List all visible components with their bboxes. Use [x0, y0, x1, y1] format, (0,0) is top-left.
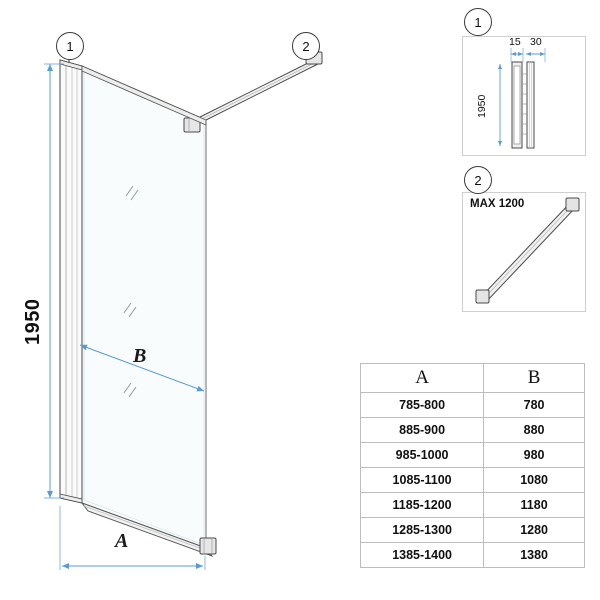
table-cell-a: 785-800	[361, 393, 484, 418]
table-cell-a: 1285-1300	[361, 518, 484, 543]
table-cell-b: 1080	[484, 468, 585, 493]
table-row	[361, 418, 585, 443]
table-cell-b: 880	[484, 418, 585, 443]
glass-dimension-label-b: B	[133, 345, 147, 367]
detail-2-badge-label: 2	[474, 172, 482, 188]
table-cell-b: 1380	[484, 543, 585, 568]
table-cell-b: 780	[484, 393, 585, 418]
table-row	[361, 468, 585, 493]
table-header-b: B	[484, 364, 585, 393]
table-cell-b: 1180	[484, 493, 585, 518]
detail-1-dim-15: 15	[509, 36, 521, 48]
table-header-a: A	[361, 364, 484, 393]
table-cell-a: 885-900	[361, 418, 484, 443]
table-row	[361, 393, 585, 418]
detail-2-bar	[476, 198, 579, 303]
detail-1-dim-1950: 1950	[476, 94, 488, 118]
table-row	[361, 543, 585, 568]
table-cell-a: 1185-1200	[361, 493, 484, 518]
detail-1-badge-label: 1	[474, 14, 482, 30]
width-dimension-label-a: A	[115, 530, 129, 552]
callout-badge-1-label: 1	[66, 38, 74, 54]
table-row	[361, 518, 585, 543]
dimension-table	[360, 363, 585, 568]
height-dimension-label: 1950	[22, 298, 44, 345]
detail-1-dim-30: 30	[530, 36, 542, 48]
table-cell-a: 1085-1100	[361, 468, 484, 493]
table-cell-b: 980	[484, 443, 585, 468]
table-cell-a: 1385-1400	[361, 543, 484, 568]
detail-2-max-label: MAX 1200	[470, 198, 525, 210]
table-cell-b: 1280	[484, 518, 585, 543]
callout-badge-2-label: 2	[302, 38, 310, 54]
table-cell-a: 985-1000	[361, 443, 484, 468]
table-row	[361, 493, 585, 518]
table-header-row	[361, 364, 585, 393]
table-row	[361, 443, 585, 468]
